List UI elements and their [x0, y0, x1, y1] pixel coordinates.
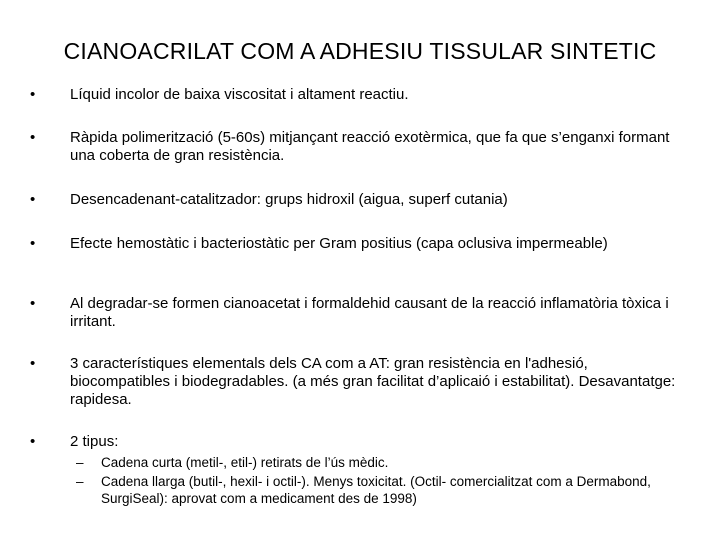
sub-bullet-dash: – [76, 455, 84, 470]
bullet-text: Desencadenant-catalitzador: grups hidroxil (aigua, superf cutania) [70, 191, 508, 208]
bullet-text: Al degradar-se formen cianoacetat i formaldehid causant de la reacció inflamatòria tòxica i irritant. [70, 295, 669, 330]
sub-bullet-text: Cadena llarga (butil-, hexil- i octil-). Menys toxicitat. (Octil- comercialitzat com a Dermabond, SurgiSeal): aprovat com a medicament des de 1998) [101, 474, 651, 506]
slide-title: CIANOACRILAT COM A ADHESIU TISSULAR SINTETIC [63, 38, 657, 64]
sub-bullet-text: Cadena curta (metil-, etil-) retirats de l’ús mèdic. [101, 455, 389, 470]
bullet-dot: • [30, 295, 36, 312]
bullet-dot: • [30, 129, 36, 146]
bullet-text: Ràpida polimerització (5-60s) mitjançant reacció exotèrmica, que fa que s’enganxi formant una coberta de gran resistència. [70, 129, 670, 164]
bullet-text: 3 característiques elementals dels CA com a AT: gran resistència en l'adhesió, biocompatibles i biodegradables. (a més gran facilitat d’aplicaió i estabilitat). Desavantatge: rapidesa. [70, 355, 676, 408]
bullet-text: Líquid incolor de baixa viscositat i altament reactiu. [70, 86, 409, 103]
bullet-dot: • [30, 191, 36, 208]
bullet-text: Efecte hemostàtic i bacteriostàtic per Gram positius (capa oclusiva impermeable) [70, 235, 608, 252]
bullet-dot: • [30, 433, 36, 450]
bullet-dot: • [30, 86, 36, 103]
bullet-dot: • [30, 235, 36, 252]
bullet-dot: • [30, 355, 36, 372]
sub-bullet-dash: – [76, 474, 84, 489]
bullet-text: 2 tipus: [70, 433, 119, 450]
